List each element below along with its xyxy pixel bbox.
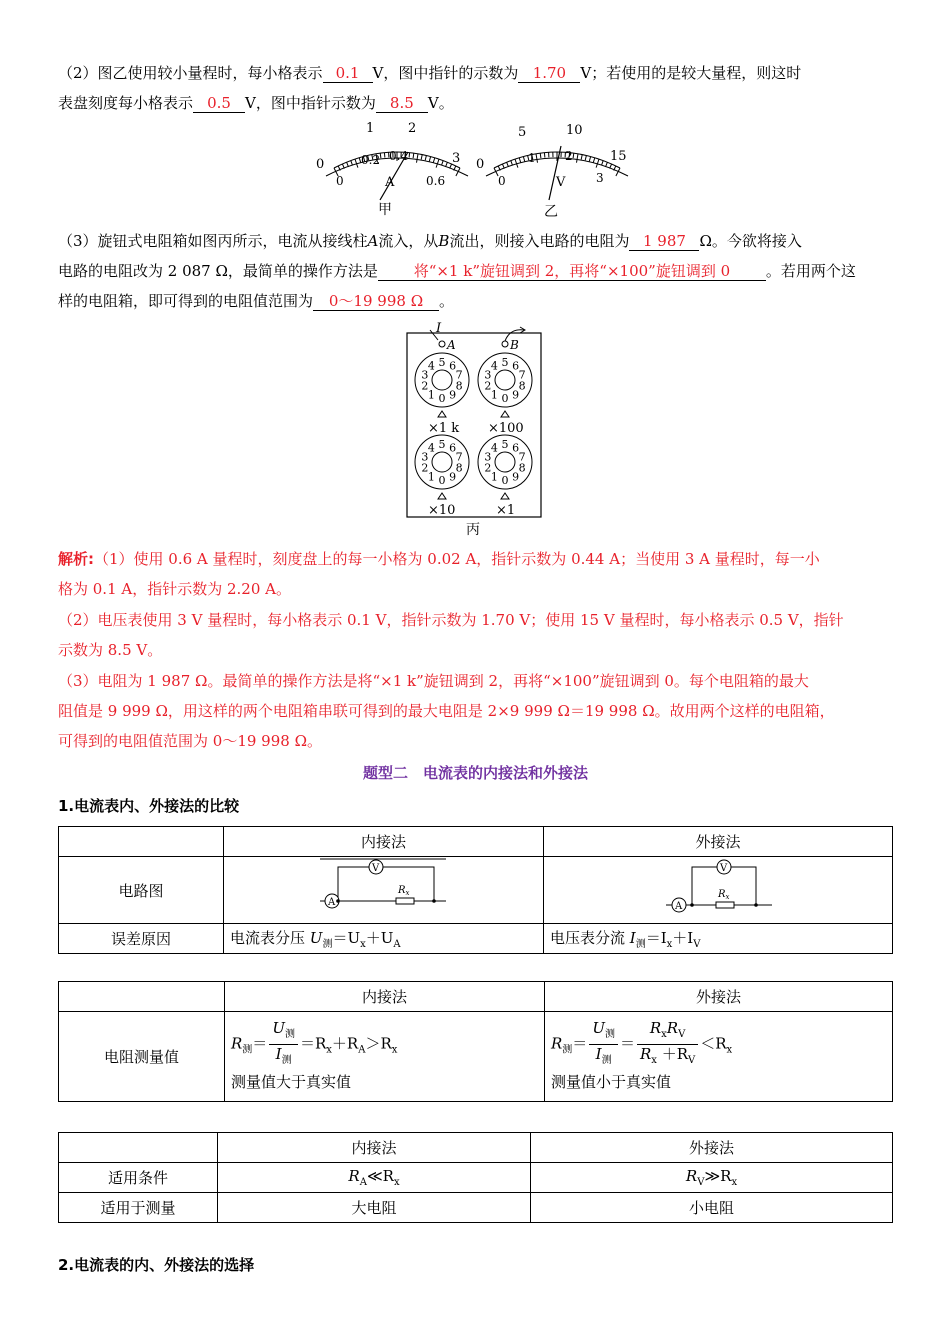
terminal-a — [439, 341, 445, 347]
analysis-line: 可得到的电阻值范围为 0～19 998 Ω。 — [58, 732, 323, 750]
text: $R_x$ — [718, 889, 730, 901]
scale-tick — [589, 157, 590, 162]
text: V — [687, 1055, 696, 1066]
tick-label: 3 — [596, 171, 604, 185]
knob-digit: 1 — [490, 388, 498, 402]
knob-digit: 5 — [438, 438, 446, 451]
scale-tick — [585, 156, 586, 161]
answer-blank: 8.5 — [376, 94, 428, 113]
knob-digit: 0 — [501, 474, 509, 487]
knob-digit: 0 — [438, 474, 446, 487]
knob-digit: 4 — [427, 441, 435, 455]
text: 流入，从 — [378, 232, 439, 250]
knob-center — [495, 370, 515, 390]
knob-digit: 6 — [512, 359, 520, 373]
scale-tick — [511, 161, 513, 166]
knob-digit: 9 — [449, 470, 457, 484]
analysis-line: 示数为 8.5 V。 — [58, 641, 163, 659]
scale-tick — [421, 155, 422, 160]
section-title: 题型二 电流表的内接法和外接法 — [362, 764, 588, 782]
text: ＋I — [672, 929, 694, 947]
table-cell — [544, 924, 893, 954]
text: ＋R — [331, 1034, 359, 1053]
knob-multiplier: ×1 k — [428, 421, 460, 436]
tick-label: 5 — [518, 125, 527, 140]
analysis-label: 解析: — [58, 550, 94, 568]
table-cell — [531, 1163, 893, 1193]
resistor-symbol — [716, 902, 734, 908]
knob-digit: 6 — [449, 359, 457, 373]
text: 测 — [604, 1029, 615, 1040]
tick-label: 2 — [565, 149, 573, 163]
knob-digit: 4 — [427, 359, 435, 373]
text: R — [639, 1045, 652, 1063]
subsection-heading: 1.电流表内、外接法的比较 — [58, 797, 240, 815]
knob-digit: 8 — [455, 379, 463, 393]
table-cell — [545, 1012, 893, 1102]
text: x — [360, 939, 366, 950]
knob-multiplier: ×10 — [428, 503, 456, 518]
resistor-symbol — [396, 898, 414, 904]
text: V — [720, 863, 728, 874]
measurement-note: 测量值大于真实值 — [231, 1073, 352, 1091]
scale-tick — [507, 162, 509, 167]
knob-multiplier: ×1 — [496, 503, 516, 518]
row-label: 适用条件 — [59, 1163, 218, 1193]
tick-label: 0 — [316, 157, 325, 172]
tick-label: 10 — [566, 123, 583, 138]
text: A — [328, 897, 336, 908]
tick-label: 0.2 — [361, 153, 381, 167]
comparison-table-usage — [58, 1132, 893, 1223]
knob-digit: 7 — [518, 450, 526, 464]
table-header: 外接法 — [545, 982, 893, 1012]
text: （2）图乙使用较小量程时，每小格表示 — [58, 64, 323, 82]
knob-digit: 3 — [421, 450, 429, 464]
knob-digit: 3 — [484, 450, 492, 464]
q2-line2 — [58, 92, 893, 114]
knob-digit: 8 — [518, 461, 526, 475]
text: ＞R — [365, 1034, 392, 1053]
table-cell: 大电阻 — [218, 1193, 531, 1223]
scale-tick — [347, 162, 349, 167]
scale-tick — [602, 161, 604, 166]
text: V — [697, 1177, 705, 1188]
knob-digit: 3 — [484, 368, 492, 382]
text: 。若用两个这 — [765, 262, 856, 280]
text: x — [393, 1177, 400, 1188]
text: x — [666, 939, 673, 950]
text: 测 — [322, 939, 333, 950]
knob-digit: 8 — [518, 379, 526, 393]
text: ≫R — [704, 1167, 732, 1185]
text: ＋U — [365, 929, 394, 947]
text: B — [438, 232, 450, 250]
current-label: I — [436, 321, 442, 336]
scale-tick — [519, 158, 521, 163]
knob-digit: 0 — [501, 392, 509, 405]
row-label: 误差原因 — [59, 924, 224, 954]
text: R — [666, 1019, 679, 1037]
figure-caption: 甲 — [378, 202, 392, 218]
text: A — [358, 1044, 366, 1056]
tick-label: 1 — [366, 121, 375, 136]
knob-center — [495, 452, 515, 472]
text: V — [372, 863, 380, 874]
text: ＝ — [572, 1034, 588, 1053]
analysis-line — [58, 548, 893, 570]
table-header: 内接法 — [225, 982, 545, 1012]
text: 电路的电阻改为 2 087 Ω，最简单的操作方法是 — [58, 262, 378, 280]
scale-tick — [425, 156, 426, 161]
text: 测 — [601, 1055, 612, 1066]
text: V。 — [427, 94, 454, 112]
text: 电流表分压 — [230, 929, 310, 947]
knob-digit: 4 — [490, 359, 498, 373]
inner-formula — [231, 1019, 538, 1070]
meter-needle — [549, 146, 561, 200]
table-cell — [225, 1012, 545, 1102]
analysis-line: （2）电压表使用 3 V 量程时，每小格表示 0.1 V，指针示数为 1.70 V；使用 15 V 量程时，每小格表示 0.5 V，指针 — [58, 611, 844, 629]
knob-digit: 2 — [484, 379, 492, 393]
text: ＝ — [252, 1034, 268, 1053]
scale-tick — [433, 158, 435, 163]
tick-label: 0 — [498, 174, 506, 188]
text: ＜R — [700, 1034, 727, 1053]
text: （1）使用 0.6 A 量程时，刻度盘上的每一小格为 0.02 A，指针示数为 0.44 A；当使用 3 A 量程时，每一小 — [94, 550, 820, 568]
text: V，图中指针的示数为 — [372, 64, 519, 82]
text: I — [275, 1045, 282, 1063]
text: x — [726, 1044, 733, 1056]
table-header: 外接法 — [531, 1133, 893, 1163]
fraction — [637, 1019, 698, 1070]
scale-tick — [384, 153, 385, 158]
text: x — [731, 1177, 738, 1188]
terminal-label: A — [447, 338, 456, 352]
knob-digit: 3 — [421, 368, 429, 382]
text: U — [272, 1019, 285, 1037]
tick-label: 1 — [528, 151, 536, 165]
knob-pointer — [501, 493, 509, 499]
table-cell — [544, 857, 893, 924]
outer-formula — [551, 1019, 886, 1070]
text: ＝U — [332, 929, 361, 947]
unit-label: V — [556, 175, 566, 190]
knob-digit: 9 — [512, 470, 520, 484]
figure-caption: 丙 — [466, 522, 480, 538]
row-label: 电路图 — [59, 857, 224, 924]
text: ＋R — [656, 1045, 688, 1063]
knob-digit: 2 — [421, 461, 429, 475]
knob-digit: 8 — [455, 461, 463, 475]
text: 。 — [439, 292, 455, 310]
table-header: 外接法 — [544, 827, 893, 857]
scale-tick — [380, 153, 381, 158]
knob-digit: 6 — [512, 441, 520, 455]
table-cell — [224, 857, 544, 924]
outer-connection-circuit — [544, 857, 892, 919]
scale-tick — [442, 161, 444, 166]
voltmeter-dial — [476, 123, 628, 220]
knob-digit: 6 — [449, 441, 457, 455]
scale-tick — [581, 155, 582, 160]
inner-connection-circuit — [224, 857, 542, 919]
figure-caption: 乙 — [544, 204, 558, 220]
knob-pointer — [438, 411, 446, 417]
text: V — [693, 939, 701, 950]
scale-tick — [446, 162, 448, 167]
knob-digit: 5 — [501, 438, 509, 451]
analysis-line: 阻值是 9 999 Ω，用这样的两个电阻箱串联可得到的最大电阻是 2×9 999 Ω＝19 998 Ω。故用两个这样的电阻箱， — [58, 702, 835, 720]
text: （3）旋钮式电阻箱如图丙所示，电流从接线柱 — [58, 232, 368, 250]
terminal-b — [502, 341, 508, 347]
text: 电压表分流 — [550, 929, 630, 947]
knob-digit: 1 — [490, 470, 498, 484]
text: R — [231, 1034, 243, 1053]
knob-pointer — [501, 411, 509, 417]
q3-line3 — [58, 290, 893, 312]
text: I — [629, 929, 636, 947]
scale-tick — [413, 153, 414, 158]
fraction — [589, 1019, 618, 1070]
row-label: 电阻测量值 — [59, 1012, 225, 1102]
answer-blank: 1.70 — [518, 64, 580, 83]
knob-digit: 1 — [427, 388, 435, 402]
text: U — [592, 1019, 605, 1037]
tick-label: 0 — [336, 174, 344, 188]
analysis-line: （3）电阻为 1 987 Ω。最简单的操作方法是将“×1 k”旋钮调到 2，再将“×100”旋钮调到 0。每个电阻箱的最大 — [58, 672, 809, 690]
text: ≪R — [366, 1167, 394, 1185]
knob-pointer — [438, 493, 446, 499]
meters-figure — [312, 118, 642, 224]
text: x — [391, 1044, 398, 1056]
text: x — [326, 1044, 332, 1056]
knob-digit: 7 — [455, 450, 463, 464]
table-header: 内接法 — [224, 827, 544, 857]
text: U — [309, 929, 323, 947]
scale-tick — [417, 154, 419, 163]
text: 测 — [242, 1044, 253, 1056]
q3-line2 — [58, 260, 893, 282]
table-cell — [59, 827, 224, 857]
text: R — [649, 1019, 662, 1037]
text: A — [675, 901, 683, 912]
table-cell — [59, 1133, 218, 1163]
tick-label: 15 — [610, 149, 627, 164]
knob-multiplier: ×100 — [488, 421, 524, 436]
text: 测 — [562, 1044, 573, 1056]
scale-tick — [523, 157, 524, 162]
scale-tick — [536, 154, 538, 163]
knob-digit: 9 — [512, 388, 520, 402]
text: 表盘刻度每小格表示 — [58, 94, 194, 112]
comparison-table-circuit — [58, 826, 893, 954]
knob-digit: 5 — [438, 356, 446, 369]
tick-label: 0.6 — [426, 174, 446, 188]
ammeter-dial — [316, 121, 468, 218]
scale-tick — [544, 153, 545, 158]
tick-label: 3 — [452, 151, 461, 166]
text: Ω。今欲将接入 — [699, 232, 802, 250]
answer-blank: 1 987 — [629, 232, 699, 251]
text: R — [685, 1167, 698, 1185]
scale-tick — [409, 153, 410, 158]
text: 流出，则接入电路的电阻为 — [449, 232, 630, 250]
unit-label: A — [385, 175, 395, 190]
knob-digit: 9 — [449, 388, 457, 402]
text: 样的电阻箱，即可得到的电阻值范围为 — [58, 292, 314, 310]
knob-digit: 5 — [501, 356, 509, 369]
knob-digit: 7 — [518, 368, 526, 382]
text: 测 — [635, 939, 646, 950]
tick-label: 0 — [476, 157, 485, 172]
text: $R_x$ — [398, 885, 410, 897]
table-cell — [218, 1163, 531, 1193]
scale-tick — [593, 158, 595, 163]
comparison-table-measurement — [58, 981, 893, 1102]
text: A — [367, 232, 379, 250]
knob-digit: 7 — [455, 368, 463, 382]
text: A — [359, 1177, 367, 1188]
q3-line1 — [58, 230, 893, 252]
table-cell: 小电阻 — [531, 1193, 893, 1223]
tick-label: 2 — [408, 121, 417, 136]
knob-digit: 2 — [484, 461, 492, 475]
tick-label: 0.4 — [389, 149, 409, 163]
scale-tick — [577, 154, 579, 163]
text: I — [595, 1045, 602, 1063]
text: ＝I — [645, 929, 667, 947]
scale-tick — [540, 153, 541, 158]
table-header: 内接法 — [218, 1133, 531, 1163]
measurement-note: 测量值小于真实值 — [551, 1073, 672, 1091]
text: x — [661, 1029, 667, 1040]
q2-line1 — [58, 62, 893, 84]
subsection-heading: 2.电流表的内、外接法的选择 — [58, 1256, 255, 1274]
terminal-label: B — [510, 338, 519, 352]
text: x — [651, 1055, 657, 1066]
text: R — [551, 1034, 563, 1053]
scale-tick — [351, 161, 353, 166]
text: ＝ — [619, 1034, 635, 1053]
text: A — [393, 939, 401, 950]
knob-center — [432, 452, 452, 472]
knob-digit: 1 — [427, 470, 435, 484]
knob-center — [432, 370, 452, 390]
answer-blank: 0～19 998 Ω — [313, 292, 439, 311]
resistance-box-figure — [400, 318, 550, 540]
scale-tick — [429, 157, 430, 162]
text: ＝R — [299, 1034, 327, 1053]
answer-blank: 将“×1 k”旋钮调到 2，再将“×100”旋钮调到 0 — [378, 262, 766, 281]
text: V；若使用的是较大量程，则这时 — [580, 64, 802, 82]
text: 测 — [281, 1055, 292, 1066]
text: R — [348, 1167, 360, 1185]
analysis-line: 格为 0.1 A，指针示数为 2.20 A。 — [58, 580, 291, 598]
scale-tick — [573, 153, 574, 158]
text: 测 — [284, 1029, 295, 1040]
fraction — [269, 1019, 298, 1070]
knob-digit: 4 — [490, 441, 498, 455]
answer-blank: 0.5 — [193, 94, 245, 113]
text: V，图中指针示数为 — [245, 94, 376, 112]
text: V — [678, 1029, 686, 1040]
knob-digit: 0 — [438, 392, 446, 405]
table-cell — [59, 982, 225, 1012]
answer-blank: 0.1 — [323, 64, 373, 83]
scale-tick — [606, 162, 608, 167]
row-label: 适用于测量 — [59, 1193, 218, 1223]
table-cell — [224, 924, 544, 954]
knob-digit: 2 — [421, 379, 429, 393]
